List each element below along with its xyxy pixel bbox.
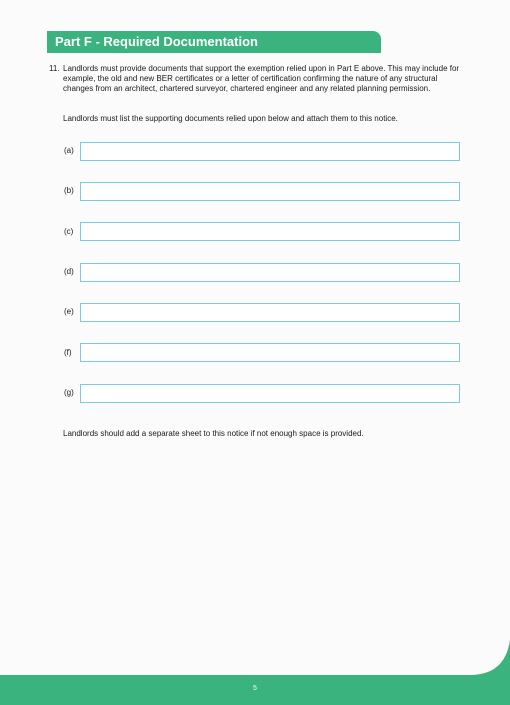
document-field-g[interactable] — [80, 384, 460, 403]
document-field-e[interactable] — [80, 303, 460, 322]
section-header-bar — [47, 31, 381, 53]
document-field-c[interactable] — [80, 222, 460, 241]
document-field-d[interactable] — [80, 263, 460, 282]
document-field-b[interactable] — [80, 182, 460, 201]
document-field-f[interactable] — [80, 343, 460, 362]
footer-wave — [0, 640, 510, 705]
document-label-d: (d) — [64, 267, 74, 276]
section-title: Part F - Required Documentation — [55, 34, 258, 49]
question-text: Landlords must provide documents that support the exemption relied upon in Part E above. This may include for example, the old and new BER certificates or a letter of certification confirming the nature of any structural changes from an architect, chartered surveyor, chartered engineer and any related planning permission. — [63, 64, 460, 93]
question-instruction: Landlords must list the supporting documents relied upon below and attach them to this notice. — [63, 114, 398, 123]
document-field-a[interactable] — [80, 142, 460, 161]
document-label-a: (a) — [64, 146, 74, 155]
page-number: 5 — [253, 685, 257, 692]
document-label-b: (b) — [64, 186, 74, 195]
document-label-f: (f) — [64, 348, 72, 357]
question-number: 11. — [49, 64, 60, 73]
document-label-g: (g) — [64, 388, 74, 397]
space-note: Landlords should add a separate sheet to this notice if not enough space is provided. — [63, 429, 364, 438]
document-label-c: (c) — [64, 227, 74, 236]
document-label-e: (e) — [64, 307, 74, 316]
